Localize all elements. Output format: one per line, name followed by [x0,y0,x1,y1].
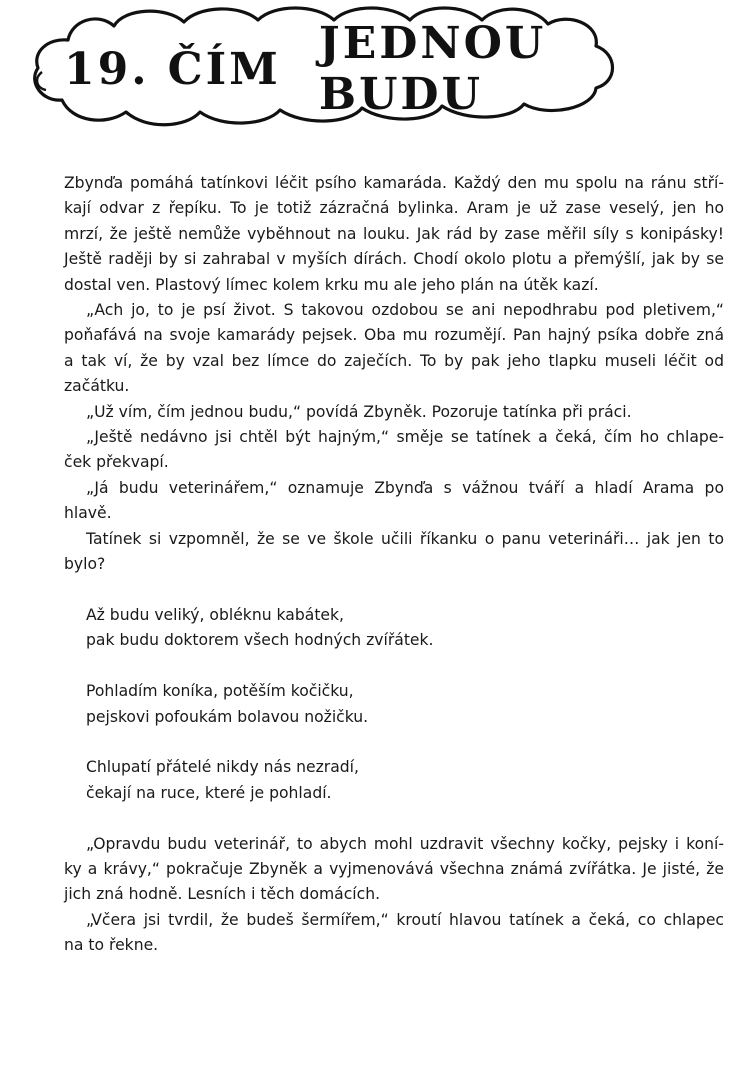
chapter-title-word2: JEDNOU BUDU [318,18,547,120]
spacer [64,578,724,603]
poem-line: Chlupatí přátelé nikdy nás nezradí, [86,758,359,777]
text-line: začátku. [64,377,130,396]
paragraph-2 [64,298,724,400]
paragraph-1 [64,171,724,298]
poem-line: pak budu doktorem všech hodných zvířátek. [86,631,434,650]
text-line: poňafává na svoje kamarády pejsek. Oba mu rozumějí. Pan hajný psíka dobře zná [64,326,724,345]
text-line: mrzí, že ještě nemůže vyběhnout na louku. Jak rád by zase měřil síly s konipásky! [64,224,724,243]
text-line: na to řekne. [64,936,159,955]
text-line: „Ještě nedávno jsi chtěl být hajným,“ směje se tatínek a čeká, čím ho chlape- [86,428,724,447]
text-line: „Opravdu budu veterinář, to abych mohl uzdravit všechny kočky, pejsky i koní- [86,834,724,853]
text-line: ček překvapí. [64,453,169,472]
paragraph-6 [64,527,724,578]
poem-line: Až budu veliký, obléknu kabátek, [86,605,345,624]
paragraph-4 [64,425,724,476]
chapter-header [28,2,618,130]
text-line: kají odvar z řepíku. To je totiž zázračná bylinka. Aram je už zase veselý, jen ho [64,199,724,218]
spacer [64,806,724,831]
text-line: dostal ven. Plastový límec kolem krku mu ale jeho plán na útěk kazí. [64,275,599,294]
spacer [64,654,724,679]
poem-stanza-3 [64,755,724,806]
text-line: ky a krávy,“ pokračuje Zbyněk a vyjmenovává všechna známá zvířátka. Je jisté, že [64,859,724,878]
paragraph-5 [64,476,724,527]
poem-line: čekají na ruce, které je pohladí. [86,783,332,802]
chapter-title-word1: ČÍM [167,43,281,95]
text-line: „Včera jsi tvrdil, že budeš šermířem,“ kroutí hlavou tatínek a čeká, co chlapec [86,910,724,929]
text-line: a tak ví, že by vzal bez límce do zaječích. To by pak jeho tlapku museli léčit od [64,351,724,370]
poem-stanza-2 [64,679,724,730]
text-line: bylo? [64,555,106,574]
paragraph-7 [64,832,724,908]
chapter-number: 19. [64,43,150,95]
text-line: hlavě. [64,504,112,523]
poem-stanza-1 [64,603,724,654]
story-text [64,171,724,959]
chapter-title [28,2,618,130]
text-line: jich zná hodně. Lesních i těch domácích. [64,885,381,904]
spacer [64,730,724,755]
poem-line: pejskovi pofoukám bolavou nožičku. [86,707,369,726]
paragraph-8 [64,908,724,959]
text-line: „Já budu veterinářem,“ oznamuje Zbynďa s vážnou tváří a hladí Arama po [86,478,724,497]
text-line: „Ach jo, to je psí život. S takovou ozdobou se ani nepodhrabu pod pletivem,“ [86,301,724,320]
text-line: „Už vím, čím jednou budu,“ povídá Zbyněk. Pozoruje tatínka při práci. [86,402,632,421]
text-line: Ještě raději by si zahrabal v myších dírách. Chodí okolo plotu a přemýšlí, jak by se [64,250,724,269]
paragraph-3 [64,400,724,425]
text-line: Tatínek si vzpomněl, že se ve škole učili říkanku o panu veterináři… jak jen to [86,529,724,548]
text-line: Zbynďa pomáhá tatínkovi léčit psího kamaráda. Každý den mu spolu na ránu stří- [64,174,724,192]
poem-line: Pohladím koníka, potěším kočičku, [86,682,354,701]
